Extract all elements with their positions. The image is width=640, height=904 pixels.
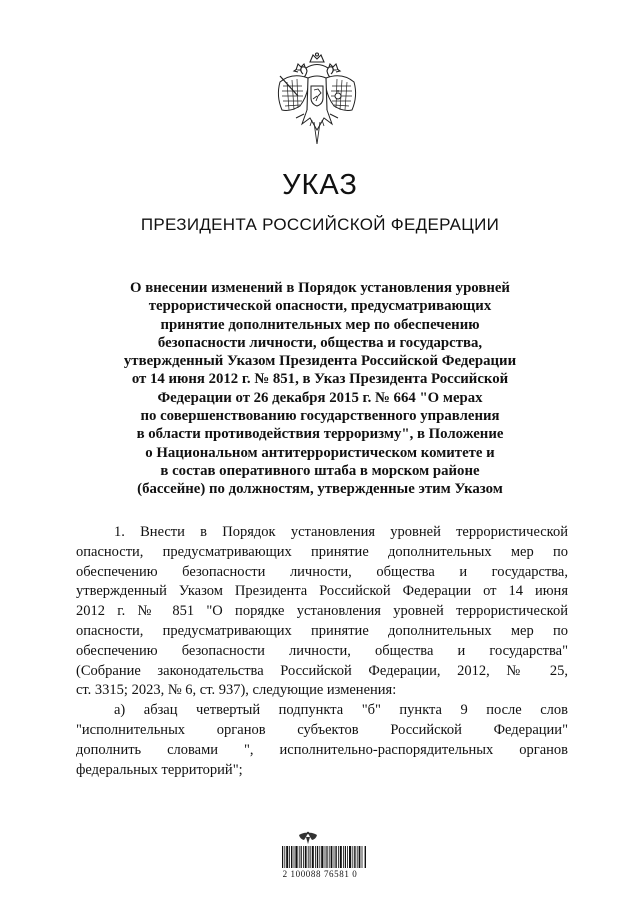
body-line: федеральных территорий"; <box>76 761 243 778</box>
body-line: а) абзац четвертый подпункта "б" пункта 9 после слов <box>114 702 568 719</box>
heading-line: террористической опасности, предусматривающих <box>148 298 492 315</box>
body-line: опасности, предусматривающих принятие дополнительных мер по <box>76 543 568 560</box>
body-line: обеспечению безопасности личности, общества и государства, <box>76 563 568 580</box>
issuer-title: ПРЕЗИДЕНТА РОССИЙСКОЙ ФЕДЕРАЦИИ <box>140 215 500 234</box>
coat-of-arms-emblem <box>272 52 362 148</box>
barcode-number: 2 100088 76581 0 <box>282 869 358 879</box>
body-line: дополнить словами ", исполнительно-распорядительных органов <box>76 741 568 758</box>
heading-line: безопасности личности, общества и государства, <box>157 334 483 351</box>
small-eagle-icon <box>297 831 319 845</box>
body-line: 2012 г. № 851 "О порядке установления уровней террористической <box>76 603 568 620</box>
body-line: 1. Внести в Порядок установления уровней террористической <box>114 524 568 540</box>
heading-line: утвержденный Указом Президента Российской Федерации <box>123 353 517 370</box>
body-line: "исполнительных органов субъектов Российской Федерации" <box>76 721 568 738</box>
heading-line: от 14 июня 2012 г. № 851, в Указ Президента Российской <box>131 371 509 388</box>
heading-line: в состав оперативного штаба в морском районе <box>160 462 480 479</box>
heading-line: Федерации от 26 декабря 2015 г. № 664 "О мерах <box>157 389 483 406</box>
body-line: ст. 3315; 2023, № 6, ст. 937), следующие изменения: <box>76 682 397 699</box>
body-line: опасности, предусматривающих принятие дополнительных мер по <box>76 622 568 639</box>
heading-line: принятие дополнительных мер по обеспечению <box>160 316 480 333</box>
heading-line: О внесении изменений в Порядок установления уровней <box>130 280 510 296</box>
body-line: обеспечению безопасности личности, общества и государства" <box>76 642 568 659</box>
body-line: утвержденный Указом Президента Российской Федерации от 14 июня <box>76 583 568 600</box>
decree-heading <box>78 279 562 499</box>
heading-line: по совершенствованию государственного управления <box>140 408 500 425</box>
body-line: (Собрание законодательства Российской Федерации, 2012, № 25, <box>76 662 568 679</box>
heading-line: (бассейне) по должностям, утвержденные этим Указом <box>137 481 503 498</box>
barcode <box>282 846 366 868</box>
document-type-title: УКАЗ <box>282 169 358 201</box>
heading-line: в области противодействия терроризму", в Положение <box>136 426 504 443</box>
heading-line: о Национальном антитеррористическом комитете и <box>145 444 495 461</box>
decree-body <box>76 523 568 780</box>
